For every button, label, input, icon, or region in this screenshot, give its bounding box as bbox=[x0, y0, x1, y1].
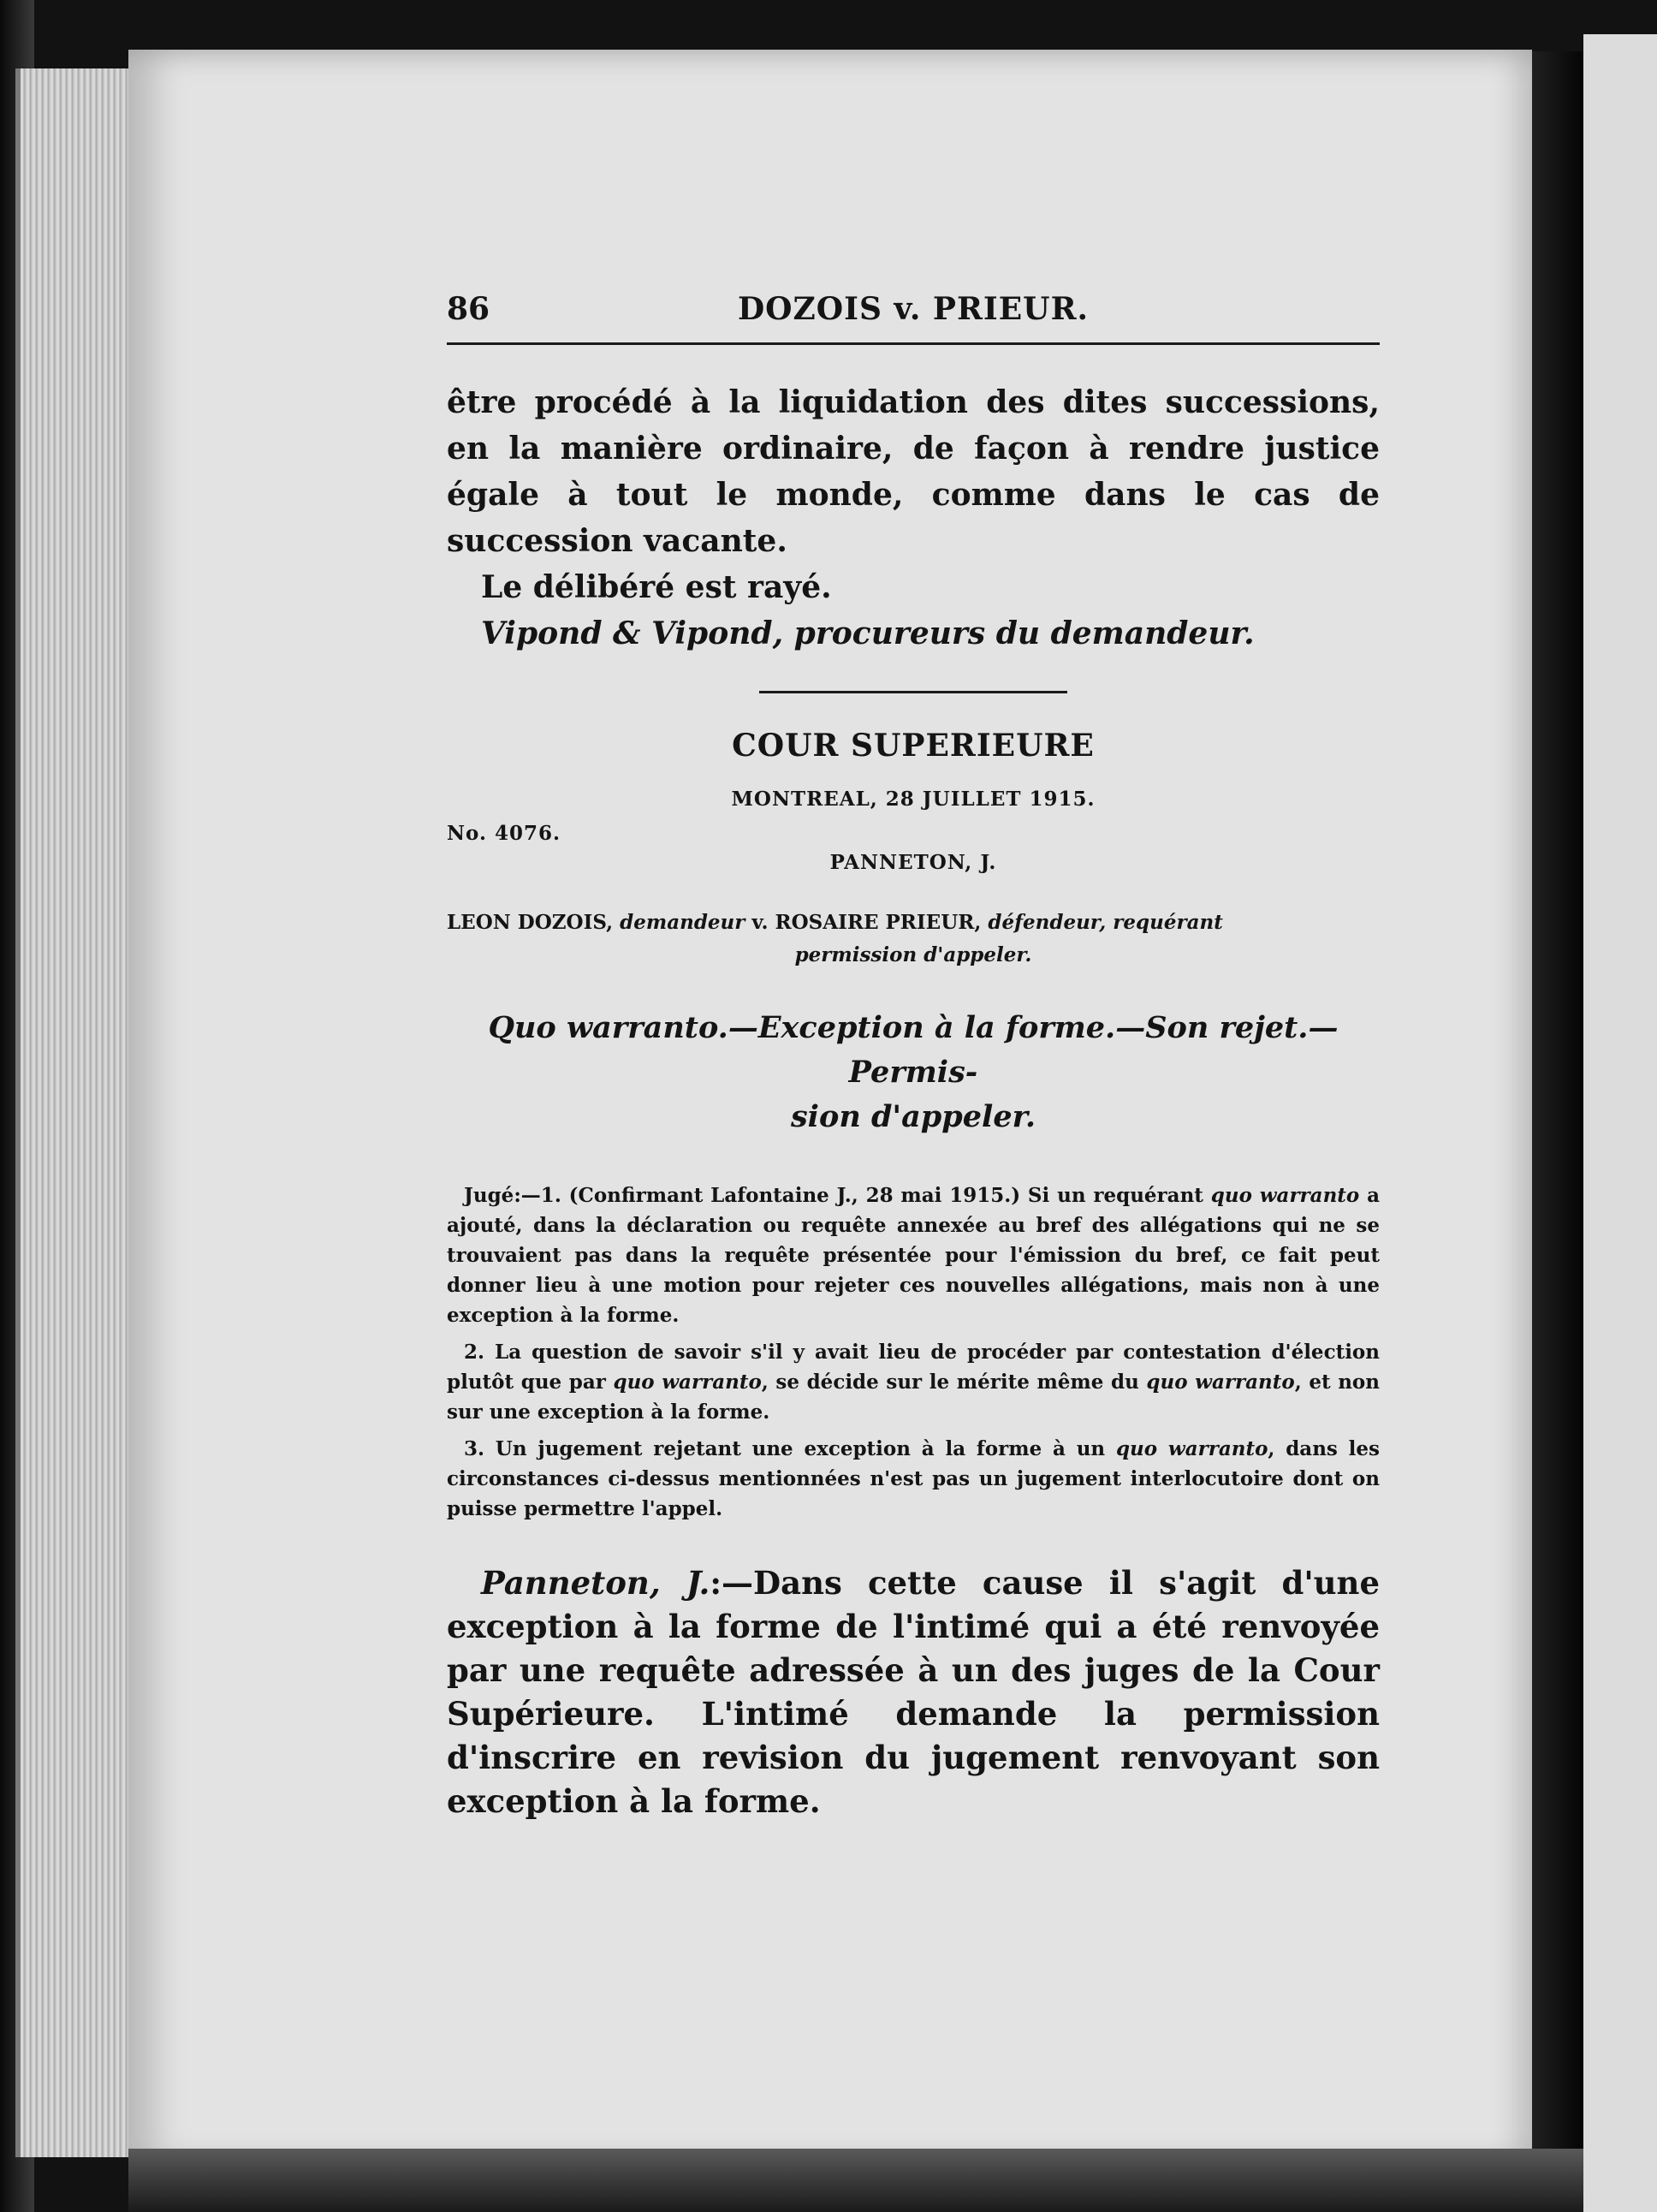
opinion-text: :—Dans cette cause il s'agit d'une exception à la forme de l'intimé qui a été renvoyée par une requête adressée à un des juges de la Cour Supérieure. L'intimé demande la permission d'inscrire en revision du jugement renvoyant son exception à la forme. bbox=[447, 1564, 1380, 1820]
opinion-paragraph bbox=[447, 1561, 1380, 1823]
case-dateline bbox=[447, 788, 1380, 851]
syllabus-label: Jugé:—1. bbox=[464, 1184, 561, 1207]
running-title: DOZOIS v. PRIEUR. bbox=[737, 291, 1090, 327]
syllabus-text: 2. La question de savoir s'il y avait lieu de procéder par contestation d'élection plutôt que par bbox=[447, 1341, 1380, 1394]
syllabus-text: a ajouté, dans la déclaration ou requête annexée au bref des allégations qui ne se trouvaient pas dans la requête présentée pour l'émission du bref, ce fait peut donner lieu à une motion pour rejeter ces nouvelles allégations, mais non à une exception à la forme. bbox=[447, 1184, 1380, 1327]
syllabus-italic: quo warranto bbox=[1115, 1437, 1268, 1460]
syllabus-item-1 bbox=[447, 1180, 1380, 1330]
header-rule bbox=[447, 342, 1380, 345]
previous-case-order: Le délibéré est rayé. bbox=[481, 569, 832, 605]
syllabus-text: 3. Un jugement rejetant une exception à la forme à un bbox=[464, 1437, 1116, 1460]
previous-case-continuation: être procédé à la liquidation des dites successions, en la manière ordinaire, de façon à rendre justice égale à tout le monde, comme dans le cas de succession vacante. bbox=[447, 384, 1380, 559]
page-content bbox=[447, 291, 1380, 1855]
syllabus-italic: quo warranto bbox=[613, 1371, 762, 1394]
page-header bbox=[447, 291, 1380, 342]
syllabus-italic: quo warranto bbox=[1210, 1184, 1360, 1207]
case-judge: PANNETON, J. bbox=[829, 851, 997, 874]
facing-page-edge bbox=[1583, 34, 1657, 2212]
plaintiff-name: LEON DOZOIS, bbox=[447, 911, 614, 934]
syllabus-item-2 bbox=[447, 1337, 1380, 1427]
syllabus-text: , dans les circonstances ci-dessus mentionnées n'est pas un jugement interlocutoire dont on puisse permettre l'appel. bbox=[447, 1437, 1380, 1520]
versus: v. bbox=[751, 911, 769, 934]
syllabus bbox=[447, 1180, 1380, 1524]
case-parties bbox=[447, 907, 1380, 972]
syllabus-italic: quo warranto bbox=[1146, 1371, 1295, 1394]
defendant-role-continued: permission d'appeler. bbox=[794, 943, 1032, 966]
opinion-judge: Panneton, J. bbox=[481, 1564, 710, 1602]
subject-line-2: sion d'appeler. bbox=[790, 1099, 1036, 1134]
syllabus-item-3 bbox=[447, 1434, 1380, 1524]
case-subject bbox=[447, 1006, 1380, 1139]
bottom-shadow bbox=[128, 2149, 1583, 2212]
court-heading: COUR SUPERIEURE bbox=[732, 728, 1095, 764]
subject-line-1: Quo warranto.—Exception à la forme.—Son rejet.—Permis- bbox=[488, 1010, 1339, 1090]
defendant-role: défendeur, requérant bbox=[988, 911, 1223, 934]
plaintiff-role: demandeur bbox=[620, 911, 745, 934]
page-number: 86 bbox=[447, 291, 490, 327]
gutter-shadow bbox=[1532, 51, 1583, 2191]
previous-case-counsel: Vipond & Vipond, procureurs du demandeur. bbox=[481, 615, 1255, 651]
section-divider bbox=[759, 691, 1067, 693]
defendant-name: ROSAIRE PRIEUR, bbox=[775, 911, 982, 934]
case-date: MONTREAL, 28 JUILLET 1915. bbox=[731, 788, 1096, 811]
syllabus-text: , se décide sur le mérite même du bbox=[761, 1371, 1147, 1394]
case-number: No. 4076. bbox=[447, 822, 561, 845]
syllabus-text: , et non sur une exception à la forme. bbox=[447, 1371, 1380, 1424]
syllabus-text: (Confirmant Lafontaine J., 28 mai 1915.) Si un requérant bbox=[561, 1184, 1211, 1207]
